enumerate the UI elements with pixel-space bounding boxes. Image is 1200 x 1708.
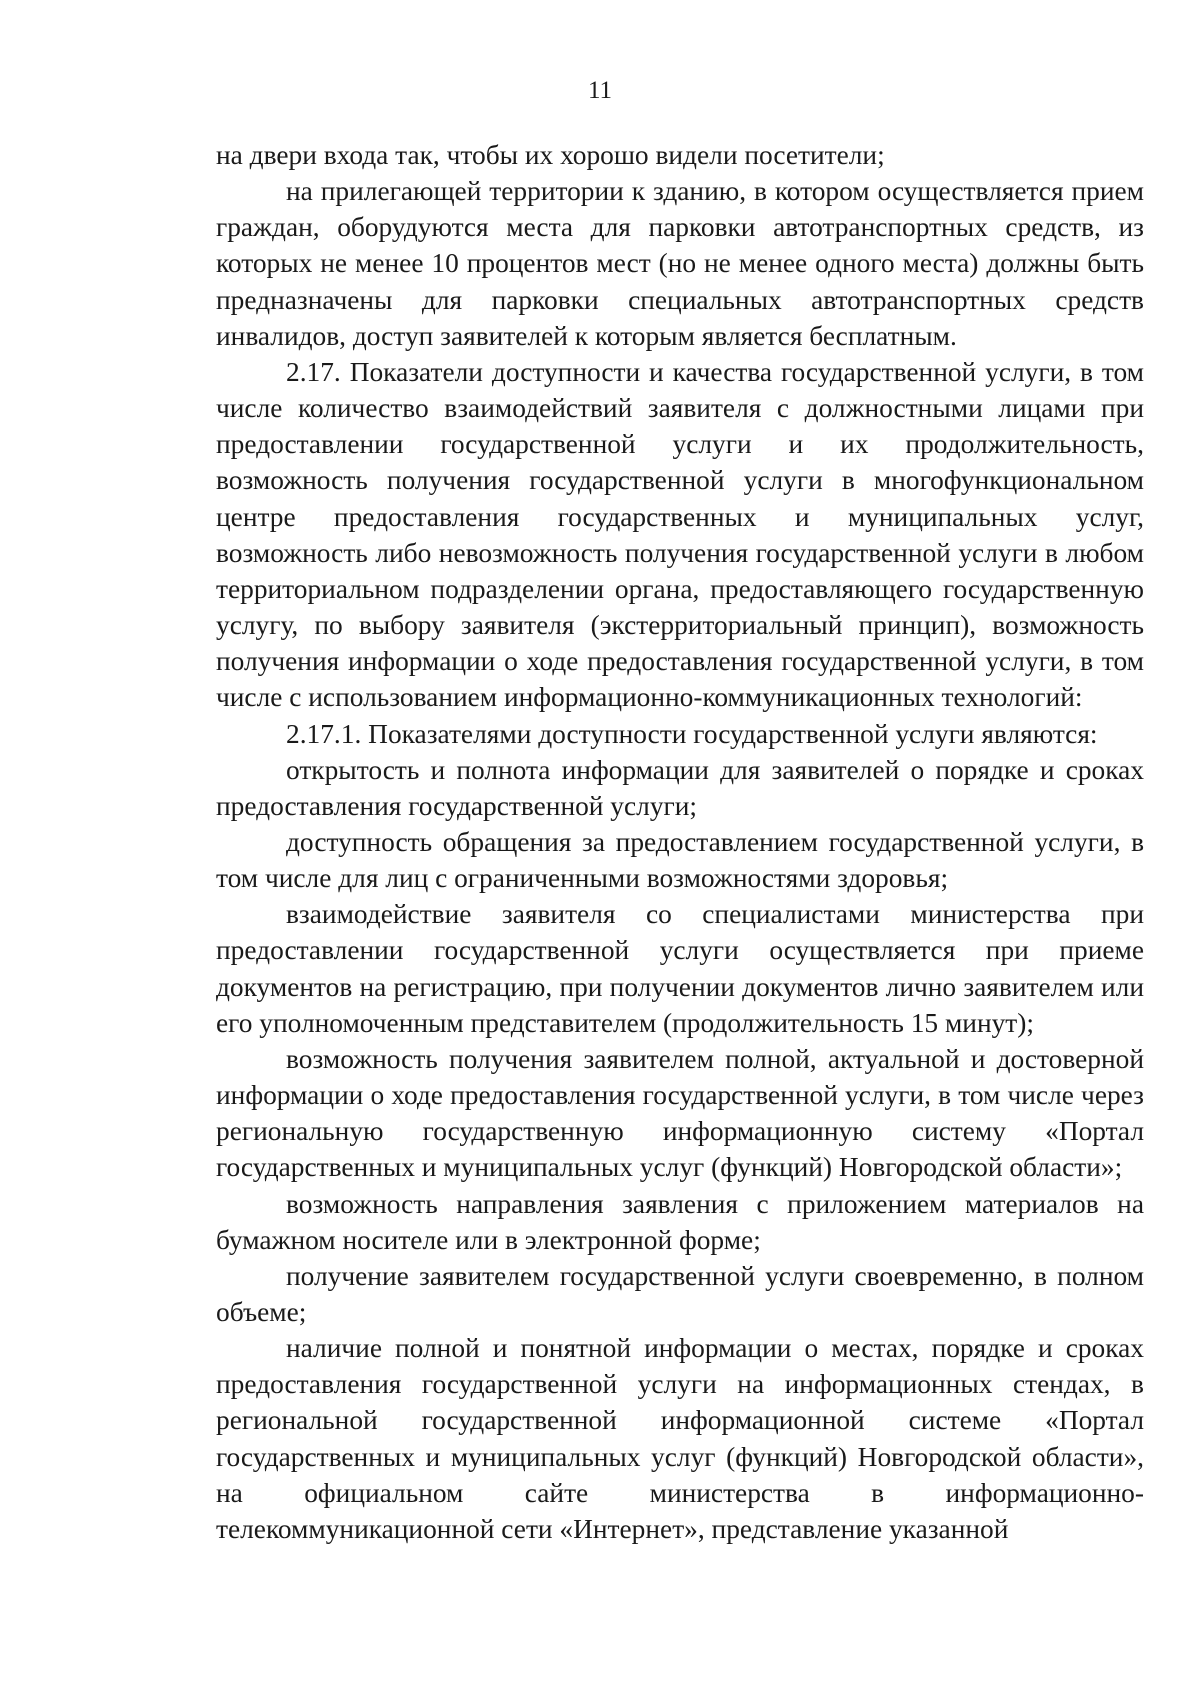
- paragraph-information-availability: наличие полной и понятной информации о местах, порядке и сроках предоставления государственной услуги на информационных стендах, в региональной государственной информационной системе «Портал государственных и муниципальных услуг (функций) Новгородской области», на официальном сайте министерства в информационно-телекоммуникационной сети «Интернет», представление указанной: [216, 1333, 1144, 1544]
- paragraph-accessibility: доступность обращения за предоставлением государственной услуги, в том числе для лиц с ограниченными возможностями здоровья;: [216, 826, 1144, 894]
- paragraph-section-2-17-1: 2.17.1. Показателями доступности государственной услуги являются:: [286, 718, 1098, 749]
- paragraph-section-2-17: 2.17. Показатели доступности и качества государственной услуги, в том числе количество взаимодействий заявителя с должностными лицами при предоставлении государственной услуги и их продолжительность, возможность получения государственной услуги в многофункциональном центре предоставления государственных и муниципальных услуг, возможность либо невозможность получения государственной услуги в любом территориальном подразделении органа, предоставляющего государственную услугу, по выбору заявителя (экстерриториальный принцип), возможность получения информации о ходе предоставления государственной услуги, в том числе с использованием информационно-коммуникационных технологий:: [216, 356, 1144, 713]
- paragraph-information-access: возможность получения заявителем полной, актуальной и достоверной информации о ходе предоставления государственной услуги, в том числе через региональную государственную информационную систему «Портал государственных и муниципальных услуг (функций) Новгородской области»;: [216, 1043, 1144, 1183]
- paragraph-openness: открытость и полнота информации для заявителей о порядке и сроках предоставления государственной услуги;: [216, 754, 1144, 821]
- paragraph-interaction: взаимодействие заявителя со специалистами министерства при предоставлении государственной услуги осуществляется при приеме документов на регистрацию, при получении документов лично заявителем или его уполномоченным представителем (продолжительность 15 минут);: [216, 899, 1144, 1038]
- page-number: 11: [587, 77, 613, 104]
- paragraph-submission: возможность направления заявления с приложением материалов на бумажном носителе или в электронной форме;: [216, 1188, 1144, 1255]
- paragraph-timeliness: получение заявителем государственной услуги своевременно, в полном объеме;: [216, 1260, 1144, 1327]
- paragraph-parking: на прилегающей территории к зданию, в котором осуществляется прием граждан, оборудуются места для парковки автотранспортных средств, из которых не менее 10 процентов мест (но не менее одного места) должны быть предназначены для парковки специальных автотранспортных средств инвалидов, доступ заявителей к которым является бесплатным.: [216, 176, 1144, 351]
- paragraph-continuation: на двери входа так, чтобы их хорошо видели посетители;: [216, 140, 885, 170]
- document-body: [216, 137, 1144, 1547]
